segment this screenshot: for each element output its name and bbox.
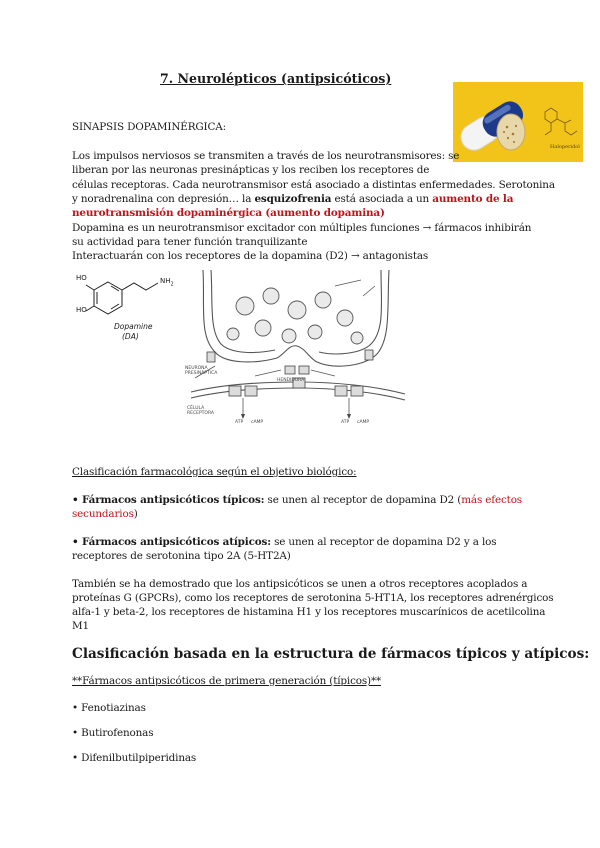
bold-term: esquizofrenia	[254, 193, 332, 205]
nh2-label	[160, 277, 174, 287]
capsule-illustration	[453, 82, 583, 162]
paragraph-line: su actividad para tener función tranquilizante	[72, 236, 308, 248]
receptor-cell-label: CÉLULA RECEPTORA	[187, 406, 214, 416]
typical-drugs-line	[72, 494, 522, 507]
atypical-label: • Fármacos antipsicóticos atípicos:	[72, 536, 271, 548]
dopamine-structure	[76, 268, 186, 348]
paragraph-line: También se ha demostrado que los antipsicóticos se unen a otros receptores acoplados a	[72, 578, 528, 590]
cleft-label: HENDIDURA	[277, 378, 305, 383]
presynaptic-label: NEURONA PRESINÁPTICA	[185, 366, 218, 376]
list-item: • Butirofenonas	[72, 727, 154, 739]
structure-subheading: **Fármacos antipsicóticos de primera generación (típicos)**	[72, 675, 382, 687]
typical-label: • Fármacos antipsicóticos típicos:	[72, 494, 265, 506]
paragraph-line: Interactuarán con los receptores de la dopamina (D2) → antagonistas	[72, 250, 429, 262]
nh-subscript: 2	[170, 281, 174, 288]
paragraph-line: M1	[72, 620, 89, 632]
typical-drugs-line-2	[72, 508, 138, 521]
molecule-abbr: (DA)	[122, 332, 139, 341]
red-highlight-line: neurotransmisión dopaminérgica (aumento dopamina)	[72, 207, 385, 219]
list-item: • Difenilbutilpiperidinas	[72, 752, 197, 764]
camp-label: cAMP	[251, 420, 264, 425]
paragraph-line: liberan por las neuronas presinápticas y los reciben los receptores de	[72, 164, 430, 176]
synapse-diagram	[185, 266, 410, 432]
red-note: secundarios	[72, 508, 134, 520]
paragraph-line: alfa-1 y beta-2, los receptores de histamina H1 y los receptores muscarínicos de acetilcolina	[72, 606, 546, 618]
atp-label: ATP	[235, 420, 244, 425]
text-span: se unen al receptor de dopamina D2 (	[264, 494, 462, 506]
atypical-drugs-line-2: receptores de serotonina tipo 2A (5-HT2A)	[72, 550, 291, 562]
red-highlight: aumento de la	[432, 193, 514, 205]
camp-label: cAMP	[357, 420, 370, 425]
capsule-photo	[453, 82, 583, 162]
paragraph-line: Dopamina es un neurotransmisor excitador con múltiples funciones → fármacos inhibirán	[72, 222, 532, 234]
classification-heading: Clasificación farmacológica según el objetivo biológico:	[72, 466, 357, 478]
text-span: y noradrenalina con depresión… la	[72, 193, 255, 205]
list-item: • Fenotiazinas	[72, 702, 146, 714]
molecule-name: Dopamine	[114, 322, 153, 331]
ho-label: HO	[76, 274, 87, 282]
page-title: 7. Neurolépticos (antipsicóticos)	[160, 71, 392, 86]
text-span: está asociada a un	[331, 193, 433, 205]
paragraph-line: células receptoras. Cada neurotransmisor está asociado a distintas enfermedades. Serotonina	[72, 179, 555, 191]
text-span: se unen al receptor de dopamina D2 y a los	[270, 536, 497, 548]
structure-heading: Clasificación basada en la estructura de fármacos típicos y atípicos:	[72, 646, 590, 662]
photo-caption: Haloperidol	[550, 144, 580, 150]
atypical-drugs-line	[72, 536, 496, 549]
nh-text: NH	[160, 277, 171, 285]
text-span: )	[133, 508, 138, 520]
paragraph-line: Los impulsos nerviosos se transmiten a través de los neurotransmisores: se	[72, 150, 460, 162]
ho-label: HO	[76, 306, 87, 314]
red-note: más efectos	[461, 494, 522, 506]
paragraph-line: proteínas G (GPCRs), como los receptores de serotonina 5-HT1A, los receptores adrenérgicos	[72, 592, 554, 604]
atp-label: ATP	[341, 420, 350, 425]
paragraph-line-highlight	[72, 193, 513, 206]
section-heading-synapse: SINAPSIS DOPAMINÉRGICA:	[72, 121, 226, 133]
